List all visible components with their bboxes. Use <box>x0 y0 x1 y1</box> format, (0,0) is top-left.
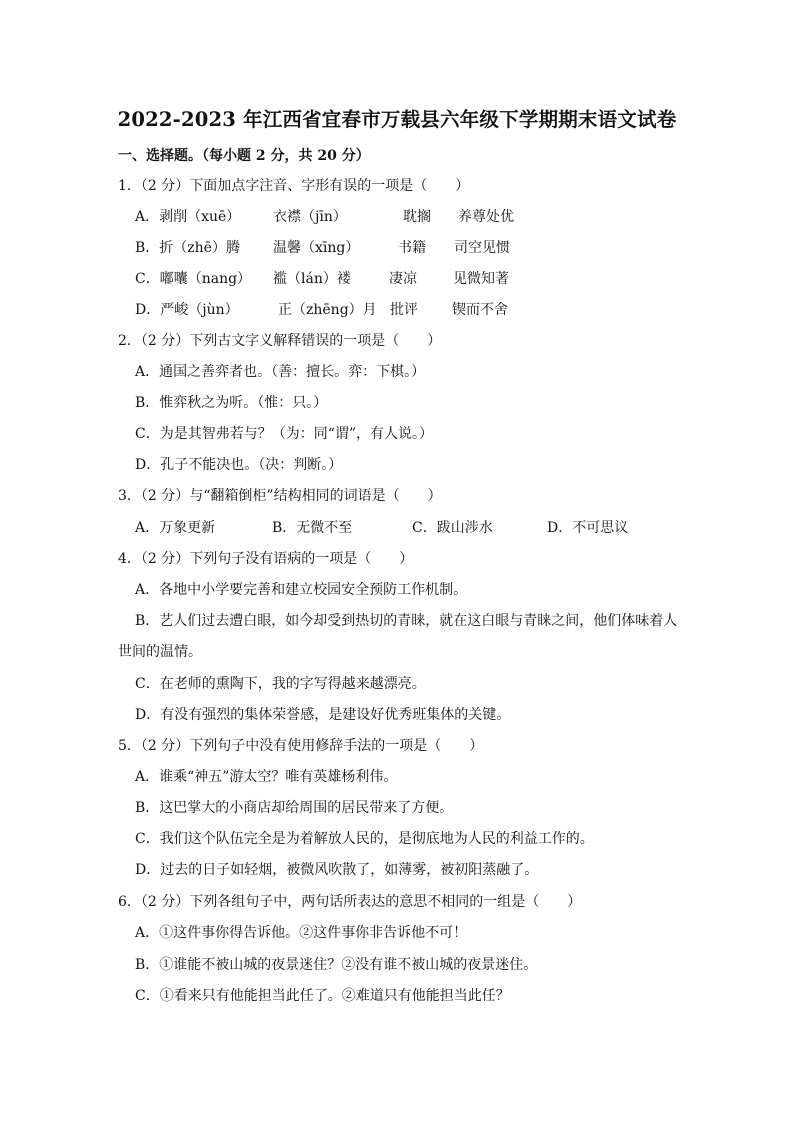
q4-option-b-continued: 世间的温情。 <box>118 644 202 660</box>
q5-option-c: C．我们这个队伍完全是为着解放人民的，是彻底地为人民的利益工作的。 <box>135 831 594 847</box>
question-2-stem: 2．（2 分）下列古文字义解释错误的一项是（ ） <box>118 333 442 349</box>
q1-option-a-col3: 耽搁 <box>403 209 431 225</box>
q5-option-a: A．谁乘“神五”游太空？唯有英雄杨利伟。 <box>135 769 398 785</box>
q1-option-d-col1: D．严峻（jùn） <box>135 302 239 318</box>
q2-option-d: D．孔子不能决也。（决：判断。） <box>135 457 343 473</box>
q3-option-b: B．无微不至 <box>272 520 353 536</box>
q1-option-a-col1: A．剥削（xuē） <box>135 209 241 225</box>
q3-option-c: C．跋山涉水 <box>412 520 493 536</box>
q1-option-c-col1: C．嘟囔（nang） <box>135 271 252 287</box>
question-4-stem: 4．（2 分）下列句子没有语病的一项是（ ） <box>118 551 414 567</box>
q3-option-a: A．万象更新 <box>135 520 216 536</box>
q1-option-a-col4: 养尊处优 <box>458 209 514 225</box>
question-5-stem: 5．（2 分）下列句子中没有使用修辞手法的一项是（ ） <box>118 738 484 754</box>
q1-option-b-col1: B．折（zhē）腾 <box>135 240 240 256</box>
q2-option-a: A．通国之善弈者也。（善：擅长。弈：下棋。） <box>135 364 426 380</box>
question-3-stem: 3．（2 分）与“翻箱倒柜”结构相同的词语是（ ） <box>118 488 442 504</box>
q2-option-b: B．惟弈秋之为听。（惟：只。） <box>135 395 328 411</box>
q1-option-b-col3: 书籍 <box>398 240 426 256</box>
q4-option-d: D．有没有强烈的集体荣誉感，是建设好优秀班集体的关键。 <box>135 707 511 723</box>
q1-option-c-col4: 见微知著 <box>453 271 509 287</box>
question-6-stem: 6．（2 分）下列各组句子中，两句话所表达的意思不相同的一组是（ ） <box>118 894 582 910</box>
q1-option-b-col2: 温馨（xīng） <box>273 240 360 256</box>
q5-option-d: D．过去的日子如轻烟，被微风吹散了，如薄雾，被初阳蒸融了。 <box>135 862 539 878</box>
q1-option-d-col2: 正（zhēng）月 <box>278 302 377 318</box>
q6-option-a: A．①这件事你得告诉他。②这件事你非告诉他不可！ <box>135 925 468 941</box>
section-heading: 一、选择题。（每小题 2 分，共 20 分） <box>118 148 370 164</box>
q4-option-a: A．各地中小学要完善和建立校园安全预防工作机制。 <box>135 582 468 598</box>
q5-option-b: B．这巴掌大的小商店却给周围的居民带来了方便。 <box>135 800 454 816</box>
page-title: 2022-2023 年江西省宜春市万载县六年级下学期期末语文试卷 <box>117 108 677 131</box>
q1-option-d-col3: 批评 <box>390 302 418 318</box>
q4-option-b: B．艺人们过去遭白眼，如今却受到热切的青睐，就在这白眼与青睐之间，他们体味着人 <box>135 613 678 629</box>
q6-option-c: C．①看来只有他能担当此任了。②难道只有他能担当此任？ <box>135 988 510 1004</box>
q3-option-d: D．不可思议 <box>547 520 629 536</box>
q1-option-b-col4: 司空见惯 <box>454 240 510 256</box>
q1-option-c-col2: 褴（lán）褛 <box>273 271 351 287</box>
question-1-stem: 1．（2 分）下面加点字注音、字形有误的一项是（ ） <box>118 178 470 194</box>
q4-option-c: C．在老师的熏陶下，我的字写得越来越漂亮。 <box>135 676 426 692</box>
q1-option-a-col2: 衣襟（jīn） <box>273 209 347 225</box>
q6-option-b: B．①谁能不被山城的夜景迷住？②没有谁不被山城的夜景迷住。 <box>135 957 538 973</box>
q1-option-c-col3: 凄凉 <box>389 271 417 287</box>
q1-option-d-col4: 锲而不舍 <box>452 302 508 318</box>
q2-option-c: C．为是其智弗若与？（为：同“谓”，有人说。） <box>135 426 434 442</box>
